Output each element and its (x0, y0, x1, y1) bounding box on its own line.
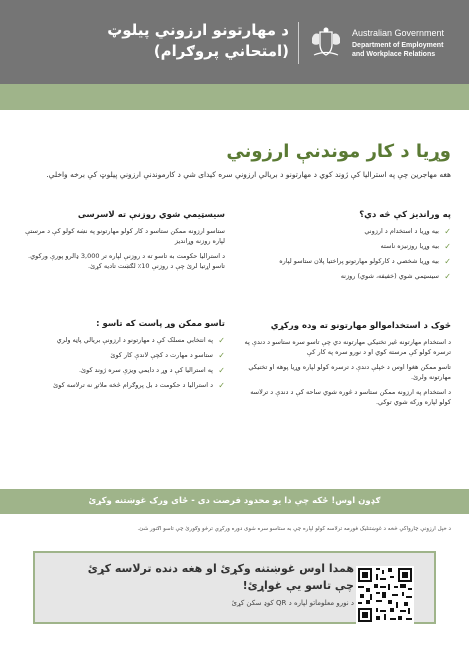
training-paragraph: د استراليا حکومت به تاسو ته د روزنې لپاره تر 3,000 ډالرو پورې ورکوي. تاسو اړتيا لرئ چې د روزنې 10٪ لګښت تاديه کړئ. (28, 252, 225, 270)
list-item: ✓ په استراليا کې د وړ د دايمي ويزې سره ژوند کوئ. (78, 366, 225, 375)
intro-text: هغه مهاجرين چې په استراليا کې ژوند کوي د مهارتونو د بريالي ارزوني سره کيدای شي د کارموندنې ارزوني پيلوټ کې برخه واخلي. (46, 170, 451, 179)
coat-of-arms-icon (308, 26, 344, 60)
offer-section (244, 209, 451, 287)
training-heading: سيسټيمي شوي روزنې ته لاسرسی (77, 210, 225, 220)
page-title: وړيا د کار موندنې ارزوني (226, 141, 451, 162)
check-icon: ✓ (218, 336, 225, 345)
pilot-title-line2: (امتحاني پروګرام) (153, 42, 289, 60)
list-item: ✓ په انتخابي مسلک کې د مهارتونو د ارزونې بريالي پاڼه ولري (56, 336, 225, 345)
check-icon: ✓ (444, 272, 451, 281)
qr-heading-line1: همدا اوس غوښتنه وکړئ او هغه دنده ترلاسه کړئ (87, 562, 354, 575)
qr-instruction: د نورو معلوماتو لپاره د QR کوډ سکن کړئ (231, 599, 354, 607)
qr-callout-text (64, 560, 354, 609)
eligibility-section (20, 318, 225, 396)
pilot-title (19, 20, 289, 62)
check-icon: ✓ (444, 227, 451, 236)
department-line2: and Workplace Relations (352, 51, 436, 58)
qr-code-icon[interactable] (356, 566, 414, 624)
eligibility-heading: تاسو ممکن وړ پاست که تاسو : (96, 319, 225, 329)
fine-print: د خپل ارزونې چارواکي څخه د غوښتنليک فورمه ترلاسه کولو لپاره چې به ستاسو سره شوی دوره ورکړي ترڅو وګورئ چې تاسو اګنور شئ. (137, 526, 451, 532)
skills-paragraph: د استخدام مهارتونه غير تخنيکي مهارتونه دي چې تاسو سره ستاسو د دندې په ترسره کولو کې مرسته کوي او د نورو سره په کار کې (244, 338, 451, 356)
list-item: ✓ بيه وړيا روزنيزه ناسته (380, 242, 451, 251)
offer-list (244, 227, 451, 281)
training-section (20, 209, 225, 271)
offer-heading: په ورانديز کې څه دي؟ (359, 210, 451, 220)
qr-heading-line2: چې تاسو يې غواړئ! (242, 579, 354, 592)
check-icon: ✓ (444, 257, 451, 266)
header-banner (0, 0, 469, 84)
cta-banner: ګډون اوس! ځکه چې دا يو محدود فرصت دی - ځای ورک غوښتنه وکړئ (0, 489, 469, 514)
government-name: Australian Government (352, 28, 445, 38)
skills-heading: څوک د استخداموالو مهارتونو ته وده ورکړي (270, 321, 451, 331)
list-item: ✓ بيه وړيا د استخدام د ارزوني (364, 227, 451, 236)
government-logo-text (352, 27, 467, 59)
check-icon: ✓ (218, 351, 225, 360)
skills-section (244, 320, 451, 407)
list-item: ✓ بيه وړيا شخصي د کارکولو مهارتونو پراختيا پلان ستاسو لپاره (279, 257, 451, 266)
training-paragraph: ستاسو ارزونه ممکن ستاسو د کار کولو مهارتونو په نښه کولو کې د مرستې لپاره روزنه وړانديز (25, 227, 225, 245)
list-item: ✓ سيسټمي شوي (خفيفه، شوي) روزنه (340, 272, 451, 281)
pilot-title-line1: د مهارتونو ارزوني پيلوټ (107, 21, 289, 39)
department-line1: Department of Employment (352, 42, 444, 49)
skills-paragraph: تاسو ممکن هغوا اوس د خپلې دندې د ترسره کولو لپاره وړيا پوهه او تخنيکي مهارتونه ولرئ. (248, 363, 451, 381)
skills-paragraph: د استخدام په ارزونه ممکن ستاسو د غوره شوي ساحه کې د دندې د ترلاسه کولو لپاره ورکه شوي توکي. (250, 388, 451, 406)
check-icon: ✓ (444, 242, 451, 251)
check-icon: ✓ (218, 381, 225, 390)
eligibility-list (20, 336, 225, 390)
list-item: ✓ د استراليا د حکومت د بل پروګرام څخه ملاتړ نه ترلاسه کوئ (53, 381, 225, 390)
green-band (0, 84, 469, 110)
list-item: ✓ ستاسو د مهارت د کچې لاندې کار کوئ (110, 351, 225, 360)
header-divider (298, 22, 299, 64)
check-icon: ✓ (218, 366, 225, 375)
